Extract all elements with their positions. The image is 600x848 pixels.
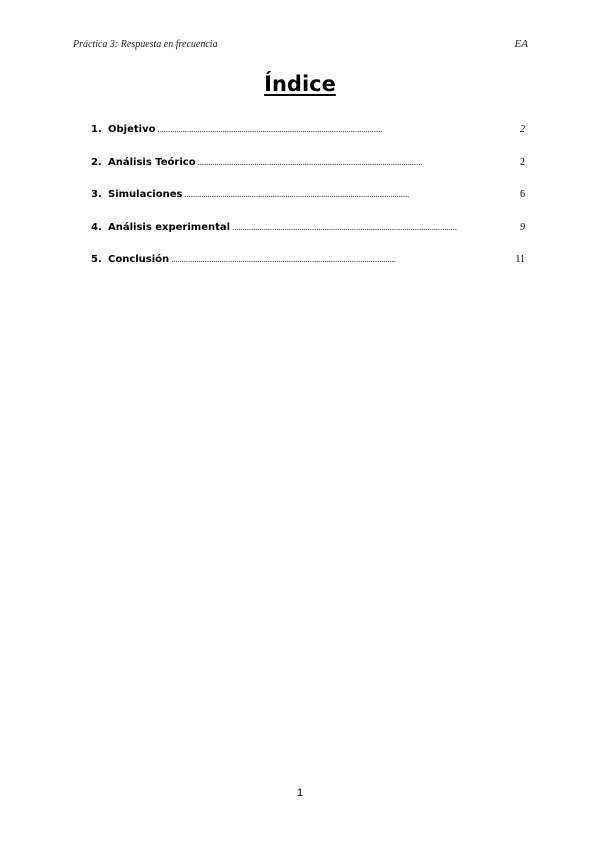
toc-entry-number: 2. (91, 156, 102, 168)
page-number: 1 (296, 787, 304, 799)
toc-entry-analisis-teorico[interactable] (91, 157, 525, 190)
toc-entry-page: 9 (520, 221, 525, 233)
toc-entry-title[interactable]: Análisis experimental (108, 221, 231, 233)
toc-entry-objetivo[interactable] (91, 124, 525, 157)
toc-dot-leader (157, 124, 513, 134)
toc-dot-leader (198, 157, 513, 167)
toc-entry-page: 11 (515, 254, 525, 265)
toc-entry-number: 1. (91, 124, 102, 135)
toc-entry-analisis-experimental[interactable] (91, 222, 525, 255)
running-header-initials: EA (514, 38, 528, 50)
toc-entry-page: 2 (520, 156, 525, 168)
page-title: Índice (264, 72, 336, 96)
table-of-contents (91, 124, 525, 287)
toc-entry-number: 5. (91, 254, 102, 265)
toc-entry-simulaciones[interactable] (91, 189, 525, 222)
toc-entry-title[interactable]: Objetivo (108, 124, 156, 135)
toc-dot-leader (171, 254, 513, 264)
running-header-title: Práctica 3: Respuesta en frecuencia (73, 39, 218, 50)
toc-entry-title[interactable]: Conclusión (108, 254, 170, 265)
toc-dot-leader (232, 222, 513, 232)
toc-entry-page: 2 (520, 124, 525, 135)
toc-entry-page: 6 (520, 189, 525, 200)
toc-entry-conclusion[interactable] (91, 254, 525, 287)
toc-entry-title[interactable]: Simulaciones (108, 189, 183, 200)
toc-entry-number: 3. (91, 189, 102, 200)
toc-dot-leader (184, 189, 513, 199)
toc-entry-number: 4. (91, 221, 102, 233)
toc-entry-title[interactable]: Análisis Teórico (108, 156, 196, 168)
